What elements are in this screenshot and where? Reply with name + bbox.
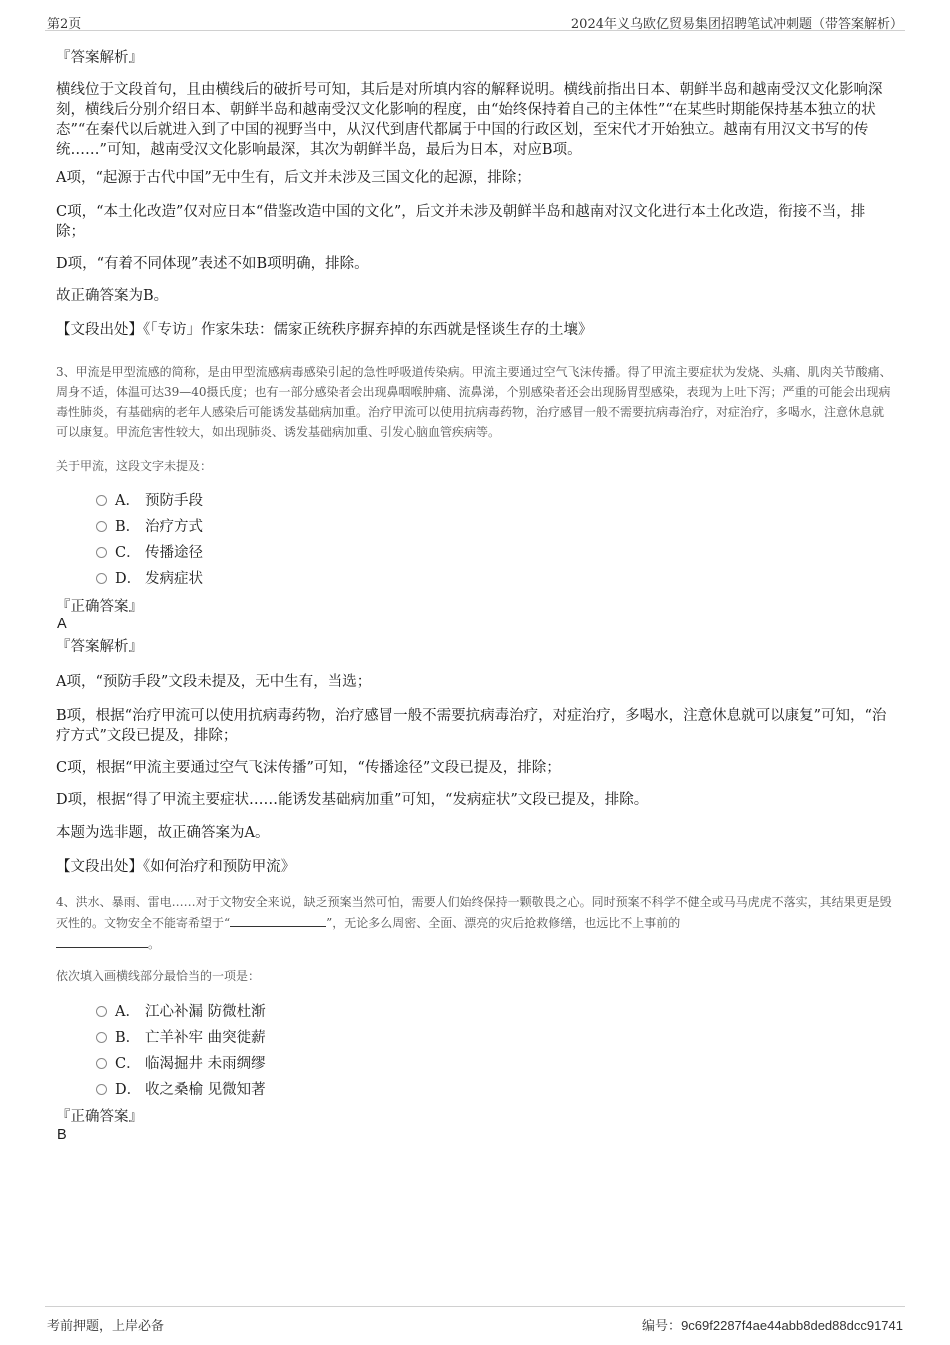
radio-icon[interactable] bbox=[96, 573, 107, 584]
page-footer bbox=[45, 1306, 905, 1335]
radio-icon[interactable] bbox=[96, 1058, 107, 1069]
radio-icon[interactable] bbox=[96, 521, 107, 532]
analysis-label: 『答案解析』 bbox=[56, 639, 143, 655]
document-code: 编号：9c69f2287f4ae44abb8ded88dcc91741 bbox=[642, 1318, 903, 1334]
conclusion: 故正确答案为B。 bbox=[56, 288, 169, 304]
option-d-analysis: D项，“有着不同体现”表述不如B项明确，排除。 bbox=[56, 256, 369, 272]
option-d-analysis: D项，根据“得了甲流主要症状……能诱发基础病加重”可知，“发病症状”文段已提及，排除。 bbox=[56, 792, 649, 808]
question-4-option-a[interactable]: A． 江心补漏 防微杜渐 bbox=[96, 1002, 266, 1022]
correct-answer: A bbox=[57, 616, 67, 632]
conclusion: 本题为选非题，故正确答案为A。 bbox=[56, 825, 270, 841]
radio-icon[interactable] bbox=[96, 1006, 107, 1017]
source: 【文段出处】《如何治疗和预防甲流》 bbox=[56, 859, 296, 875]
option-a-analysis: A项，“起源于古代中国”无中生有，后文并未涉及三国文化的起源，排除； bbox=[56, 170, 531, 186]
document-title: 2024年义乌欧亿贸易集团招聘笔试冲刺题（带答案解析） bbox=[570, 17, 903, 32]
question-3-option-c[interactable]: C． 传播途径 bbox=[96, 543, 203, 563]
correct-answer-label: 『正确答案』 bbox=[56, 599, 143, 615]
page-number: 第2页 bbox=[47, 17, 82, 32]
question-4-option-d[interactable]: D． 收之桑榆 见微知著 bbox=[96, 1080, 266, 1100]
question-3-option-b[interactable]: B． 治疗方式 bbox=[96, 517, 203, 537]
fill-blank-1 bbox=[230, 912, 326, 927]
question-4-option-b[interactable]: B． 亡羊补牢 曲突徙薪 bbox=[96, 1028, 266, 1048]
source: 【文段出处】《「专访」作家朱珐：儒家正统秩序摒弃掉的东西就是怪谈生存的土壤》 bbox=[56, 322, 593, 338]
question-4-prompt: 依次填入画横线部分最恰当的一项是： bbox=[56, 969, 261, 983]
option-c-analysis: C项，“本土化改造”仅对应日本“借鉴改造中国的文化”，后文并未涉及朝鲜半岛和越南对汉文化进行本土化改造，衔接不当，排除； bbox=[56, 204, 866, 240]
question-3-option-d[interactable]: D． 发病症状 bbox=[96, 569, 203, 589]
analysis-label: 『答案解析』 bbox=[56, 50, 143, 66]
footer-slogan: 考前押题，上岸必备 bbox=[47, 1319, 165, 1334]
question-3-option-a[interactable]: A． 预防手段 bbox=[96, 491, 203, 511]
question-4-option-c[interactable]: C． 临渴掘井 未雨绸缪 bbox=[96, 1054, 266, 1074]
correct-answer-label: 『正确答案』 bbox=[56, 1109, 143, 1125]
analysis-text: 横线位于文段首句，且由横线后的破折号可知，其后是对所填内容的解释说明。横线前指出日本、朝鲜半岛和越南受汉文化影响深刻，横线后分别介绍日本、朝鲜半岛和越南受汉文化影响的程度，由“始终保持着自己的主体性”“在某些时期能保持基本独立的状态”“在秦代以后就进入到了中国的视野当中，从汉代到唐代都属于中国的行政区划，至宋代才开始独立。越南有用汉文书写的传统……”可知，越南受汉文化影响最深，其次为朝鲜半岛，最后为日本，对应B项。 bbox=[56, 82, 883, 158]
question-4-stem: 4、洪水、暴雨、雷电……对于文物安全来说，缺乏预案当然可怕，需要人们始终保持一颗敬畏之心。同时预案不科学不健全或马马虎虎不落实，其结果更是毁灭性的。文物安全不能寄希望于“ ”，无论多么周密、全面、漂亮的灾后抢救修缮，也远比不上事前的 。 bbox=[56, 895, 892, 951]
radio-icon[interactable] bbox=[96, 1032, 107, 1043]
page-header bbox=[45, 10, 905, 31]
radio-icon[interactable] bbox=[96, 495, 107, 506]
radio-icon[interactable] bbox=[96, 547, 107, 558]
option-a-analysis: A项，“预防手段”文段未提及，无中生有，当选； bbox=[56, 674, 372, 690]
option-b-analysis: B项，根据“治疗甲流可以使用抗病毒药物，治疗感冒一般不需要抗病毒治疗，对症治疗，多喝水，注意休息就可以康复”可知，“治疗方式”文段已提及，排除； bbox=[56, 708, 887, 744]
question-3-prompt: 关于甲流，这段文字未提及： bbox=[56, 459, 213, 473]
radio-icon[interactable] bbox=[96, 1084, 107, 1095]
option-c-analysis: C项，根据“甲流主要通过空气飞沫传播”可知，“传播途径”文段已提及，排除； bbox=[56, 760, 561, 776]
question-3-stem: 3、甲流是甲型流感的简称，是由甲型流感病毒感染引起的急性呼吸道传染病。甲流主要通过空气飞沫传播。得了甲流主要症状为发烧、头痛、肌肉关节酸痛、周身不适，体温可达39—40摄氏度；也有一部分感染者会出现鼻咽喉肿痛、流鼻涕，个别感染者还会出现肠胃型感染，表现为上吐下泻；严重的可能会出现病毒性肺炎，有基础病的老年人感染后可能诱发基础病加重。治疗甲流可以使用抗病毒药物，治疗感冒一般不需要抗病毒治疗，对症治疗，多喝水，注意休息就可以康复。甲流危害性较大，如出现肺炎、诱发基础病加重、引发心脑血管疾病等。 bbox=[56, 365, 892, 439]
fill-blank-2 bbox=[56, 933, 148, 948]
correct-answer: B bbox=[57, 1127, 67, 1143]
